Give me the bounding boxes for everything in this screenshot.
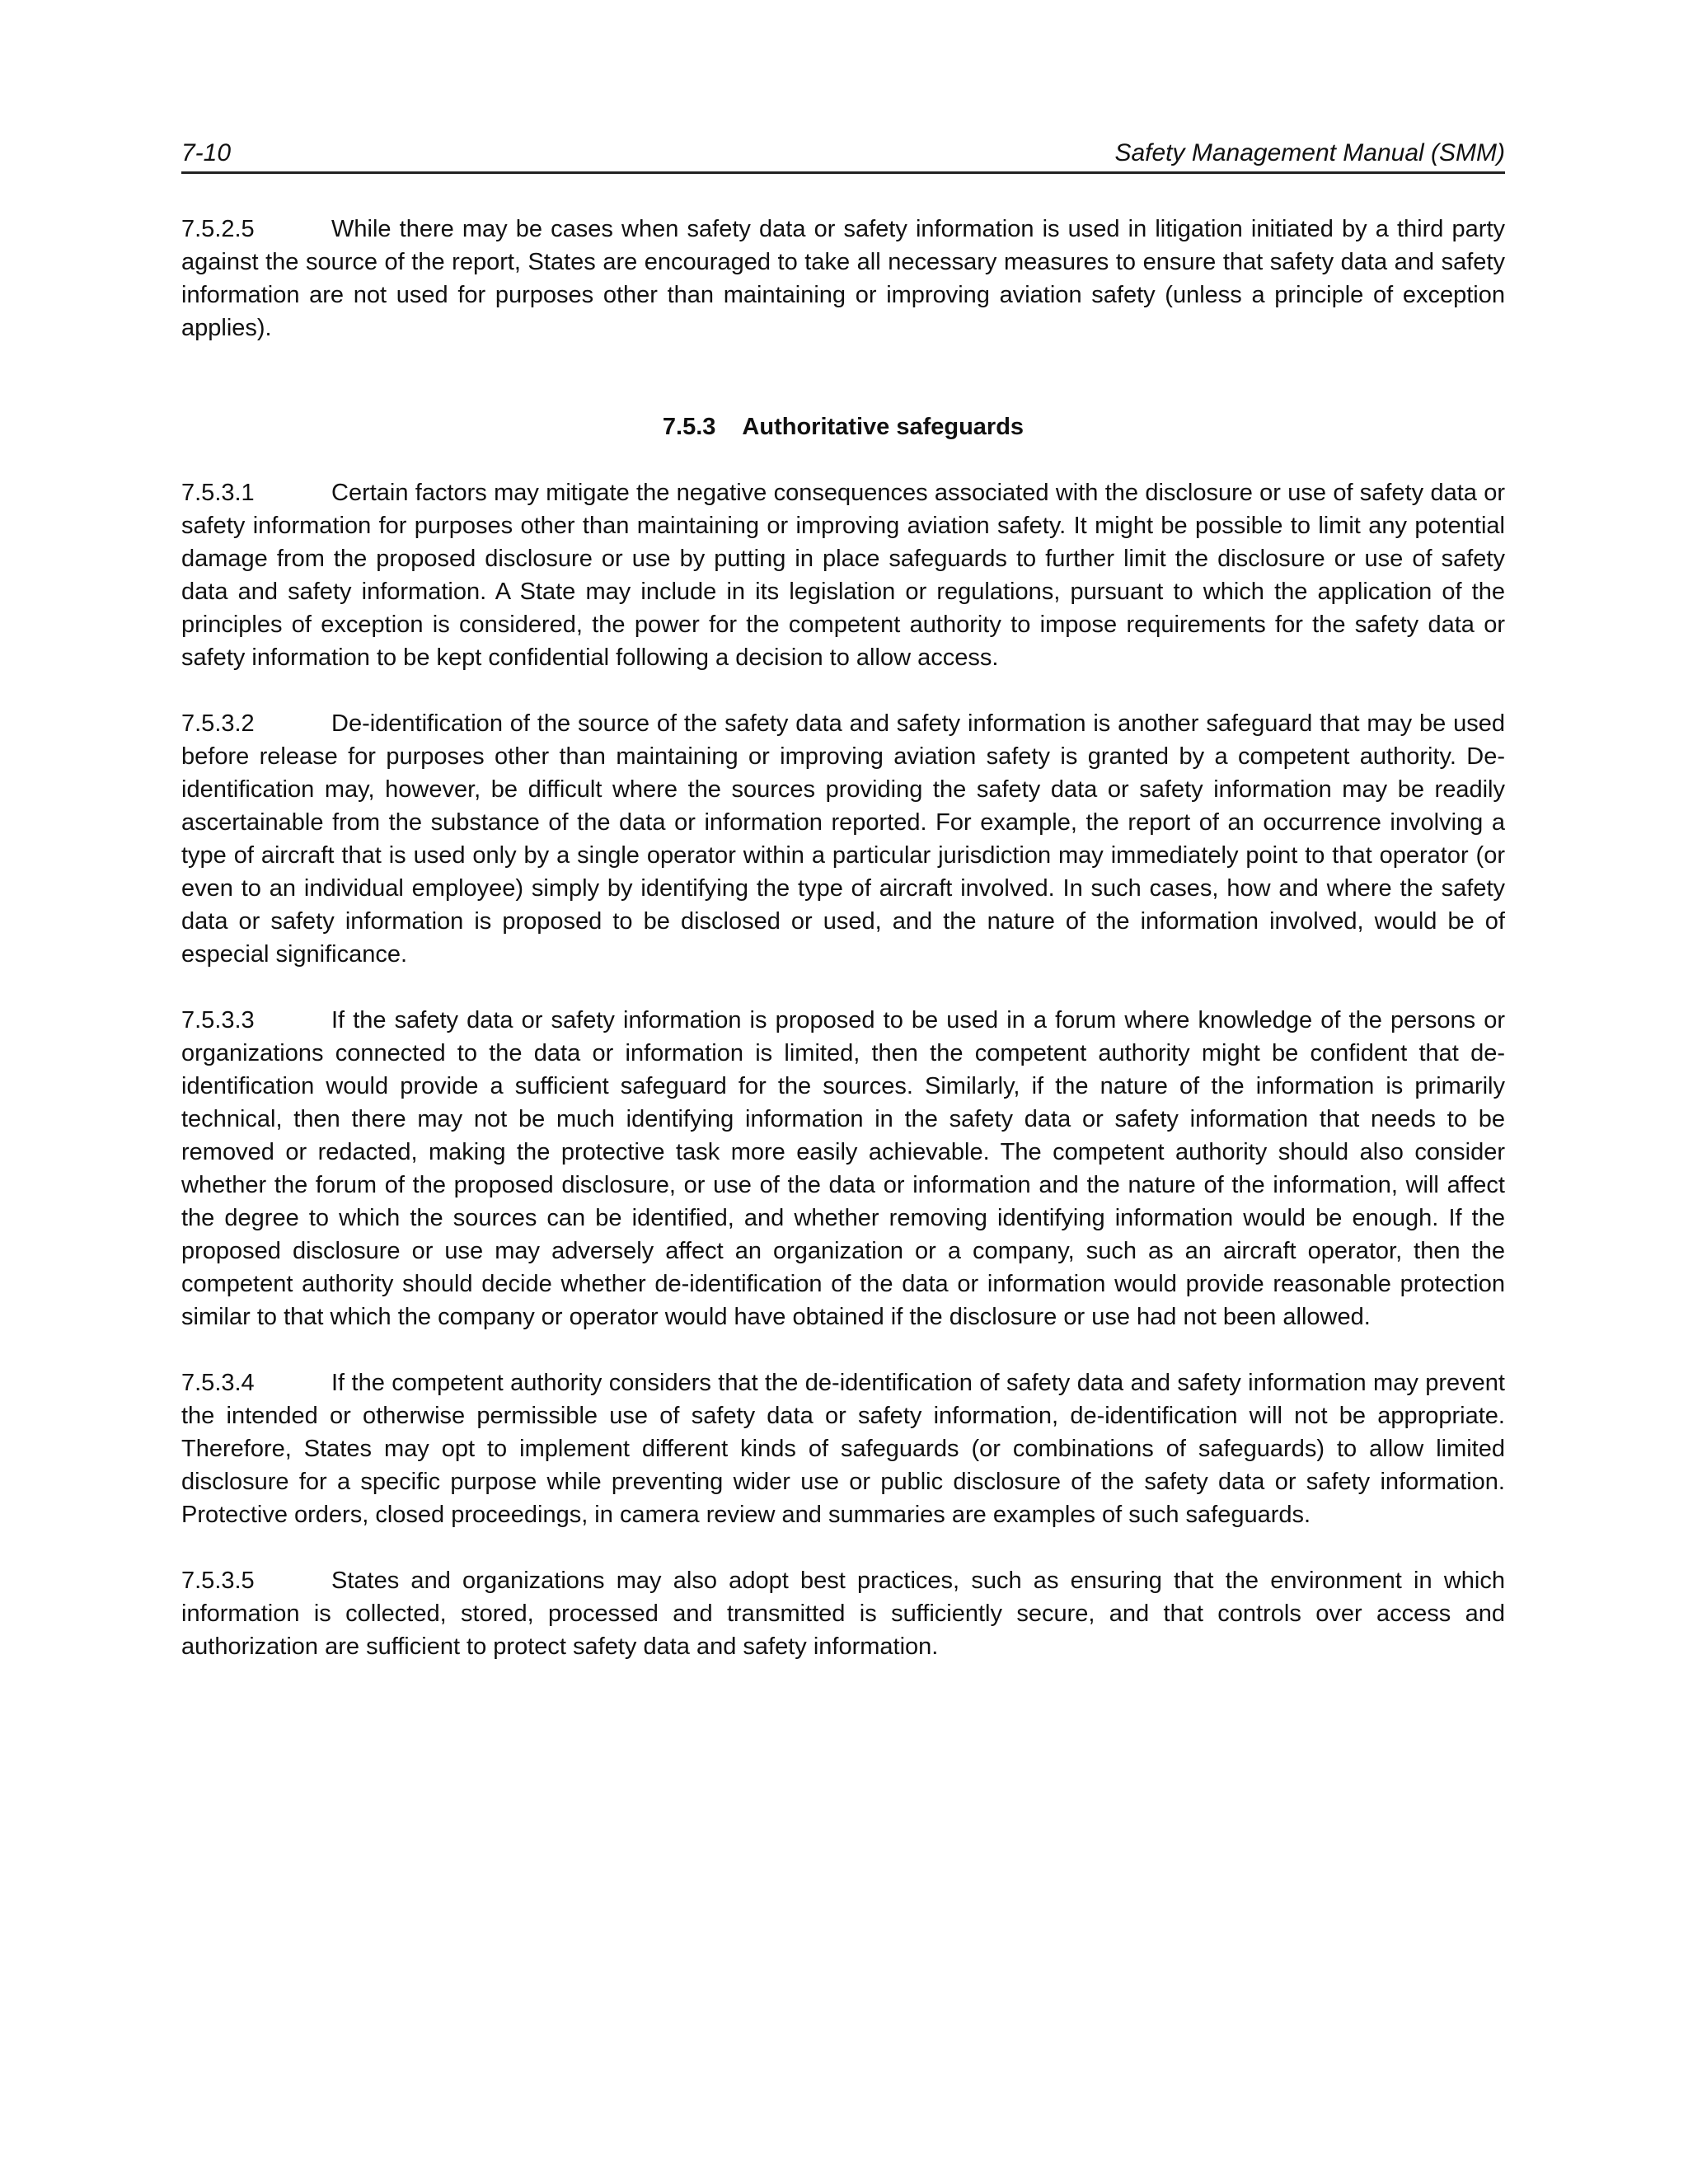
paragraph-7-5-3-4	[181, 1366, 1505, 1531]
paragraph-text: States and organizations may also adopt best practices, such as ensuring that the environment in which information is collected, stored, processed and transmitted is sufficiently secure, and that controls over access and authorization are sufficient to protect safety data and safety information.	[181, 1568, 1505, 1660]
paragraph-text: Certain factors may mitigate the negative consequences associated with the disclosure or use of safety data or safety information for purposes other than maintaining or improving aviation safety. It might be possible to limit any potential damage from the proposed disclosure or use by putting in place safeguards to further limit the disclosure or use of safety data and safety information. A State may include in its legislation or regulations, pursuant to which the application of the principles of exception is considered, the power for the competent authority to impose requirements for the safety data or safety information to be kept confidential following a decision to allow access.	[181, 480, 1505, 671]
paragraph-number: 7.5.3.5	[181, 1568, 255, 1594]
paragraph-number: 7.5.3.2	[181, 710, 255, 737]
paragraph-number: 7.5.2.5	[181, 216, 255, 242]
document-title: Safety Management Manual (SMM)	[1114, 139, 1505, 166]
paragraph-text: If the competent authority considers that the de-identification of safety data and safety information may prevent the intended or otherwise permissible use of safety data or safety information, de-identification will not be appropriate. Therefore, States may opt to implement different kinds of safeguards (or combinations of safeguards) to allow limited disclosure for a specific purpose while preventing wider use or public disclosure of the safety data or safety information. Protective orders, closed proceedings, in camera review and summaries are examples of such safeguards.	[181, 1370, 1505, 1528]
paragraph-7-5-3-3	[181, 1004, 1505, 1333]
section-number: 7.5.3	[662, 414, 716, 440]
paragraph-number: 7.5.3.4	[181, 1370, 255, 1396]
paragraph-7-5-3-1	[181, 476, 1505, 674]
page-number: 7-10	[181, 139, 232, 166]
section-title: Authoritative safeguards	[742, 414, 1025, 440]
paragraph-text: If the safety data or safety information is proposed to be used in a forum where knowledge of the persons or organizations connected to the data or information is limited, then the competent authority might be confident that de-identification would provide a sufficient safeguard for the sources. Similarly, if the nature of the information is primarily technical, then there may not be much identifying information in the safety data or safety information that needs to be removed or redacted, making the protective task more easily achievable. The competent authority should also consider whether the forum of the proposed disclosure, or use of the data or information and the nature of the information, will affect the degree to which the sources can be identified, and whether removing identifying information would be enough. If the proposed disclosure or use may adversely affect an organization or a company, such as an aircraft operator, then the competent authority should decide whether de-identification of the data or information would provide reasonable protection similar to that which the company or operator would have obtained if the disclosure or use had not been allowed.	[181, 1007, 1505, 1330]
page-body	[181, 213, 1505, 1696]
paragraph-number: 7.5.3.1	[181, 480, 255, 506]
paragraph-number: 7.5.3.3	[181, 1007, 255, 1033]
page-header	[181, 130, 1505, 174]
paragraph-7-5-3-5	[181, 1564, 1505, 1663]
paragraph-text: While there may be cases when safety data or safety information is used in litigation initiated by a third party against the source of the report, States are encouraged to take all necessary measures to ensure that safety data and safety information are not used for purposes other than maintaining or improving aviation safety (unless a principle of exception applies).	[181, 216, 1505, 341]
paragraph-7-5-2-5	[181, 213, 1505, 344]
paragraph-text: De-identification of the source of the safety data and safety information is another safeguard that may be used before release for purposes other than maintaining or improving aviation safety is granted by a competent authority. De-identification may, however, be difficult where the sources providing the safety data or safety information may be readily ascertainable from the substance of the data or information reported. For example, the report of an occurrence involving a type of aircraft that is used only by a single operator within a particular jurisdiction may immediately point to that operator (or even to an individual employee) simply by identifying the type of aircraft involved. In such cases, how and where the safety data or safety information is proposed to be disclosed or used, and the nature of the information involved, would be of especial significance.	[181, 710, 1505, 968]
paragraph-7-5-3-2	[181, 707, 1505, 971]
section-heading	[181, 410, 1505, 443]
